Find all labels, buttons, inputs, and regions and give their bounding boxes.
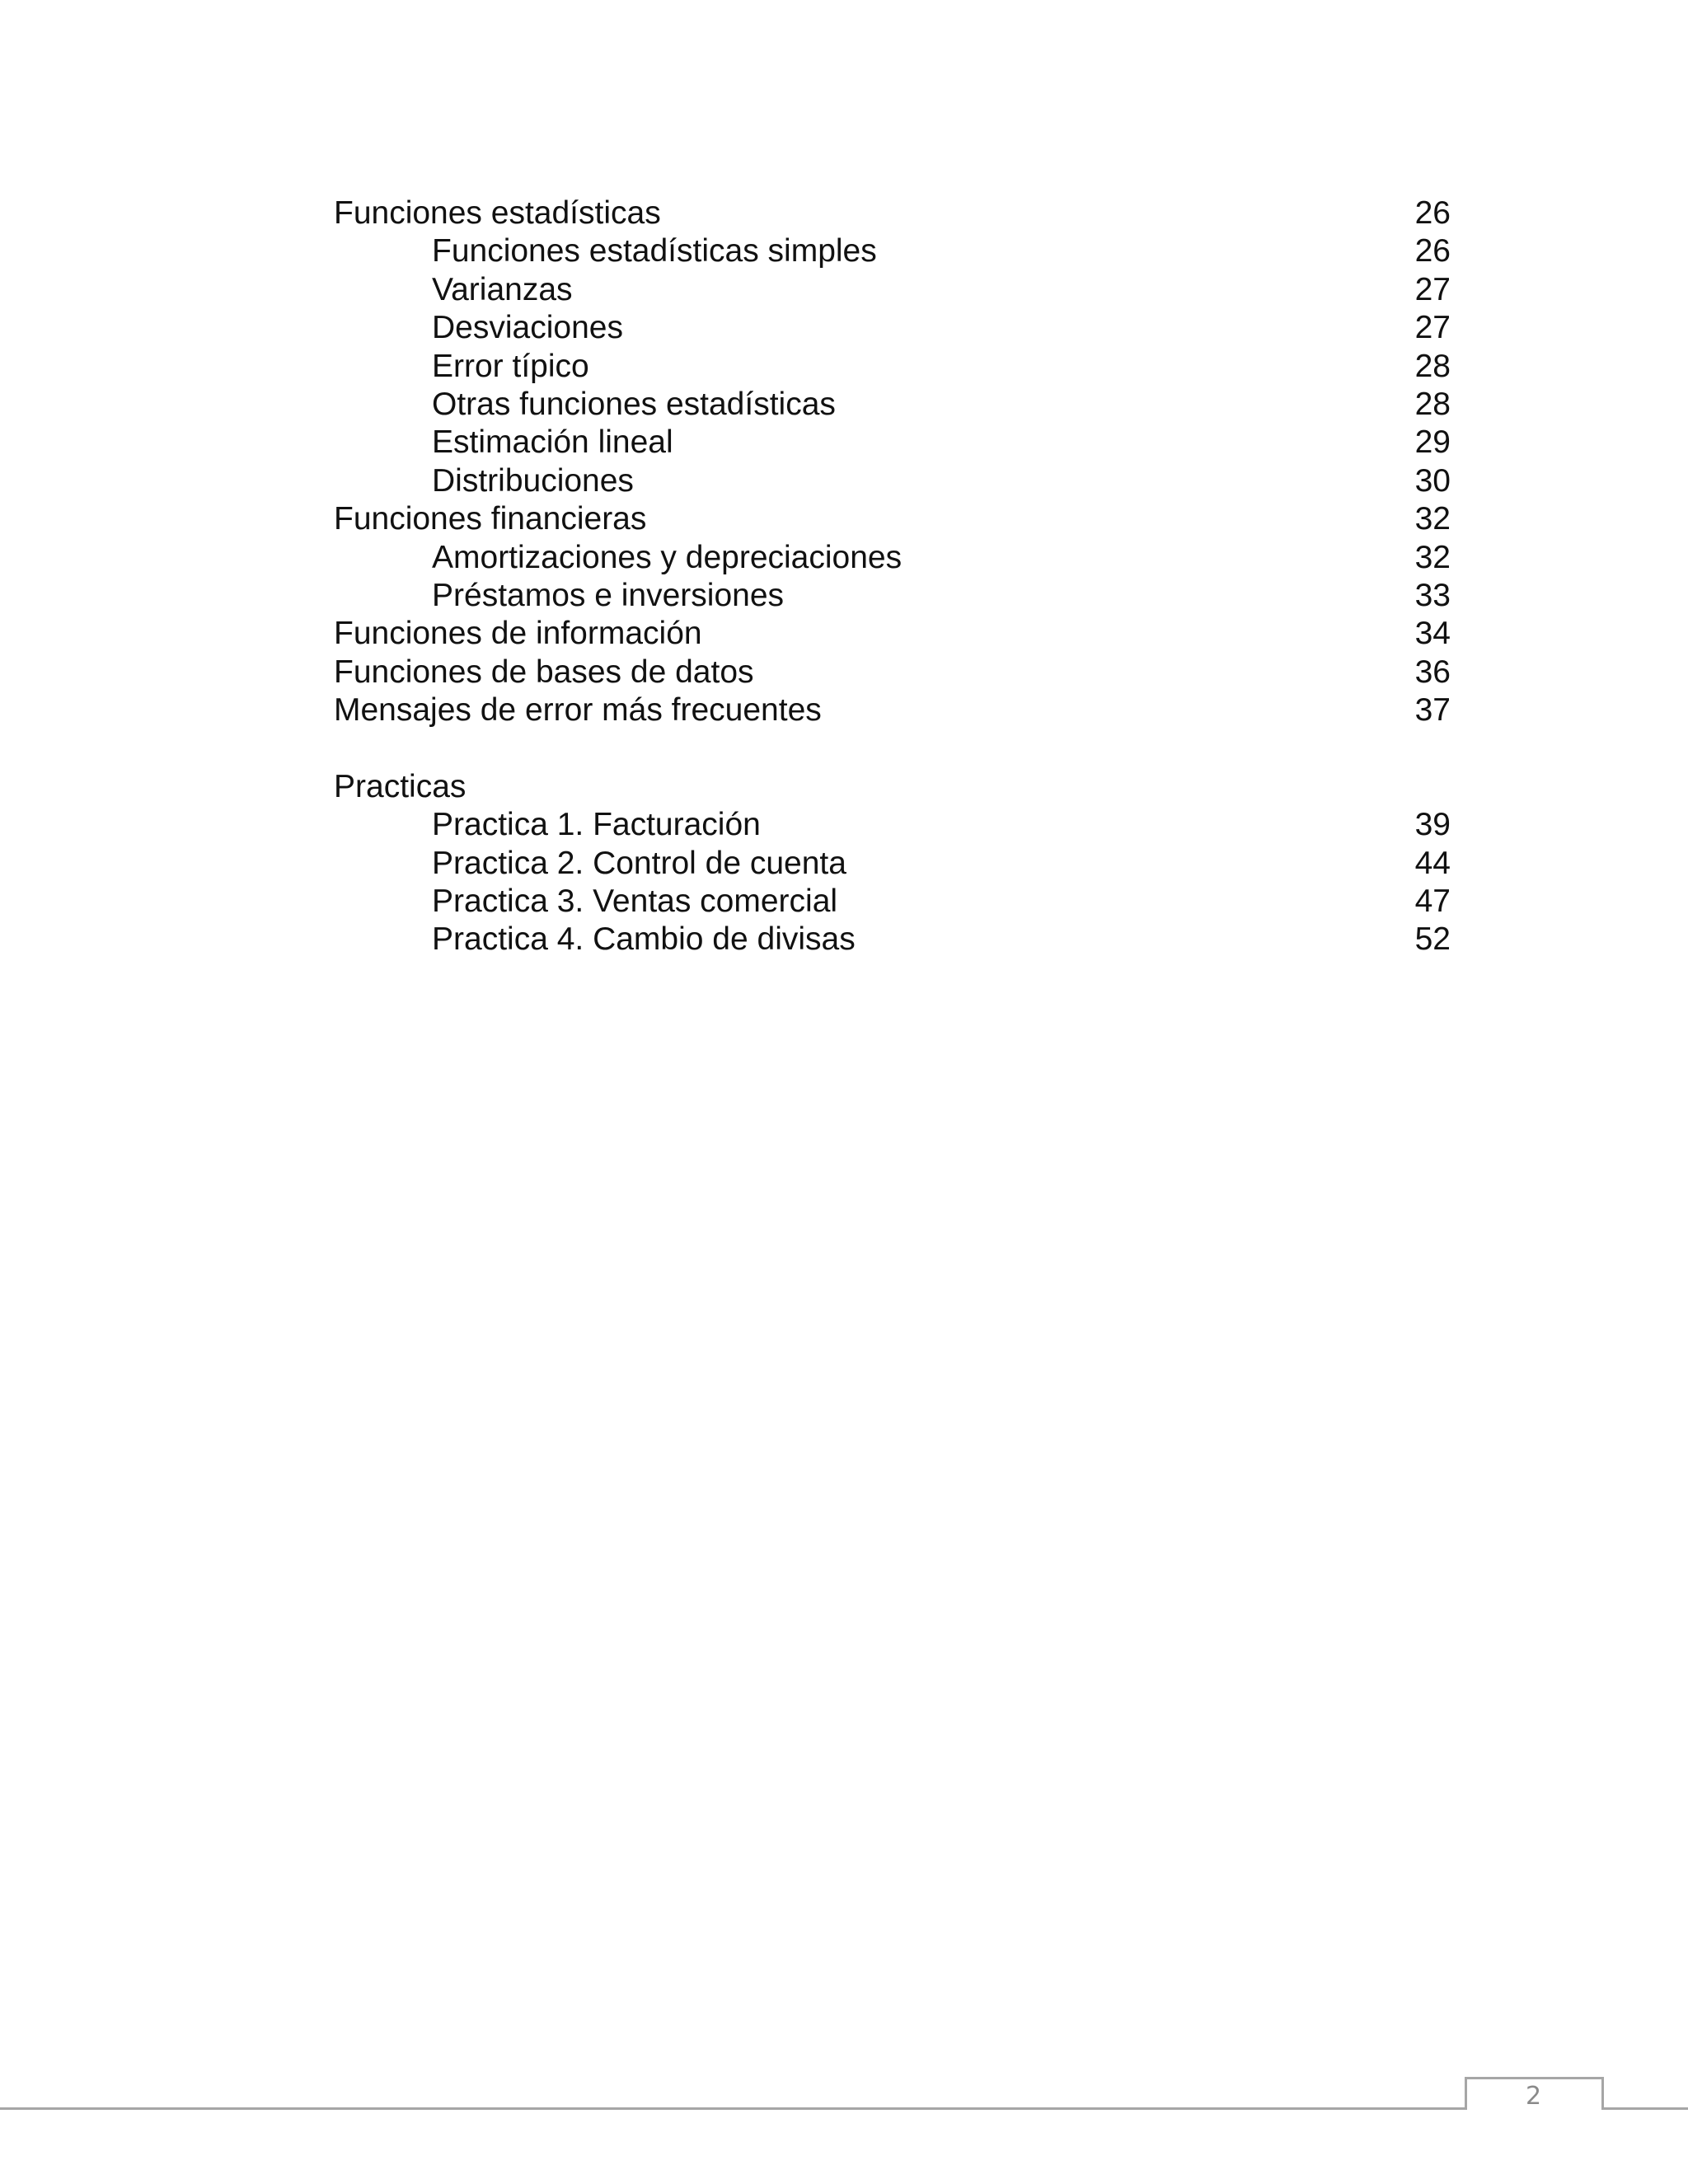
page-number: 2 <box>1525 2082 1542 2111</box>
toc-entry-page: 33 <box>1414 577 1451 613</box>
toc-entry-label: Funciones de información <box>334 616 702 652</box>
toc-entry-page: 26 <box>1414 195 1451 231</box>
toc-entry-label: Distribuciones <box>432 462 634 499</box>
toc-entry-page: 34 <box>1414 616 1451 652</box>
toc-entry[interactable] <box>334 883 1451 921</box>
toc-entry[interactable] <box>334 271 1451 309</box>
toc-entry[interactable] <box>334 615 1451 653</box>
toc-entry-page: 28 <box>1414 386 1451 422</box>
toc-entry-label: Practica 3. Ventas comercial <box>432 883 838 920</box>
toc-entry-label: Funciones estadísticas simples <box>432 233 877 269</box>
toc-entry[interactable] <box>334 577 1451 615</box>
toc-entry[interactable] <box>334 348 1451 386</box>
footer-divider-left <box>0 2107 1465 2110</box>
toc-entry-label: Estimación lineal <box>432 424 673 461</box>
toc-entry-page: 52 <box>1414 921 1451 958</box>
toc-entry-label: Funciones estadísticas <box>334 195 661 231</box>
toc-entry-label: Practica 4. Cambio de divisas <box>432 921 856 958</box>
toc-entry-label: Varianzas <box>432 271 573 307</box>
toc-entry-label: Mensajes de error más frecuentes <box>334 692 822 729</box>
toc-entry-page: 39 <box>1414 807 1451 843</box>
toc-entry[interactable] <box>334 500 1451 538</box>
toc-entry-label: Error típico <box>432 348 589 384</box>
toc-entry-page: 27 <box>1414 271 1451 307</box>
toc-section-title: Practicas <box>334 768 467 804</box>
toc-entry[interactable] <box>334 424 1451 462</box>
toc-entry-label: Préstamos e inversiones <box>432 577 785 613</box>
toc-entry-page: 30 <box>1414 462 1451 499</box>
toc-entry[interactable] <box>334 691 1451 729</box>
toc-entry-label: Practica 2. Control de cuenta <box>432 845 846 881</box>
toc-entry[interactable] <box>334 386 1451 424</box>
toc-entry-page: 32 <box>1414 539 1451 575</box>
toc-entry-page: 36 <box>1414 654 1451 690</box>
toc-entry-label: Funciones financieras <box>334 501 647 537</box>
toc-entry-label: Funciones de bases de datos <box>334 654 754 690</box>
toc-entry-page: 32 <box>1414 501 1451 537</box>
toc-entry[interactable] <box>334 806 1451 844</box>
toc-entry-label: Otras funciones estadísticas <box>432 386 836 422</box>
toc-entry[interactable] <box>334 654 1451 691</box>
toc-spacer <box>334 729 1451 767</box>
toc-entry[interactable] <box>334 232 1451 270</box>
toc-entry-page: 44 <box>1414 845 1451 881</box>
toc-entry[interactable] <box>334 921 1451 958</box>
toc-entry[interactable] <box>334 845 1451 883</box>
toc-entry-page: 47 <box>1414 883 1451 920</box>
toc-entry-page: 27 <box>1414 310 1451 346</box>
toc-entry-page: 37 <box>1414 692 1451 729</box>
toc-entry-label: Amortizaciones y depreciaciones <box>432 539 903 575</box>
toc-entry[interactable] <box>334 539 1451 577</box>
toc-section-heading <box>334 768 1451 806</box>
toc-entry[interactable] <box>334 194 1451 232</box>
toc-entry-page: 26 <box>1414 233 1451 269</box>
toc-entry-page: 29 <box>1414 424 1451 461</box>
toc-entry-page: 28 <box>1414 348 1451 384</box>
toc-entry-label: Desviaciones <box>432 310 623 346</box>
toc-entry-label: Practica 1. Facturación <box>432 807 761 843</box>
table-of-contents <box>334 194 1451 959</box>
footer-divider-right <box>1601 2107 1688 2110</box>
toc-entry[interactable] <box>334 309 1451 347</box>
toc-entry[interactable] <box>334 462 1451 500</box>
